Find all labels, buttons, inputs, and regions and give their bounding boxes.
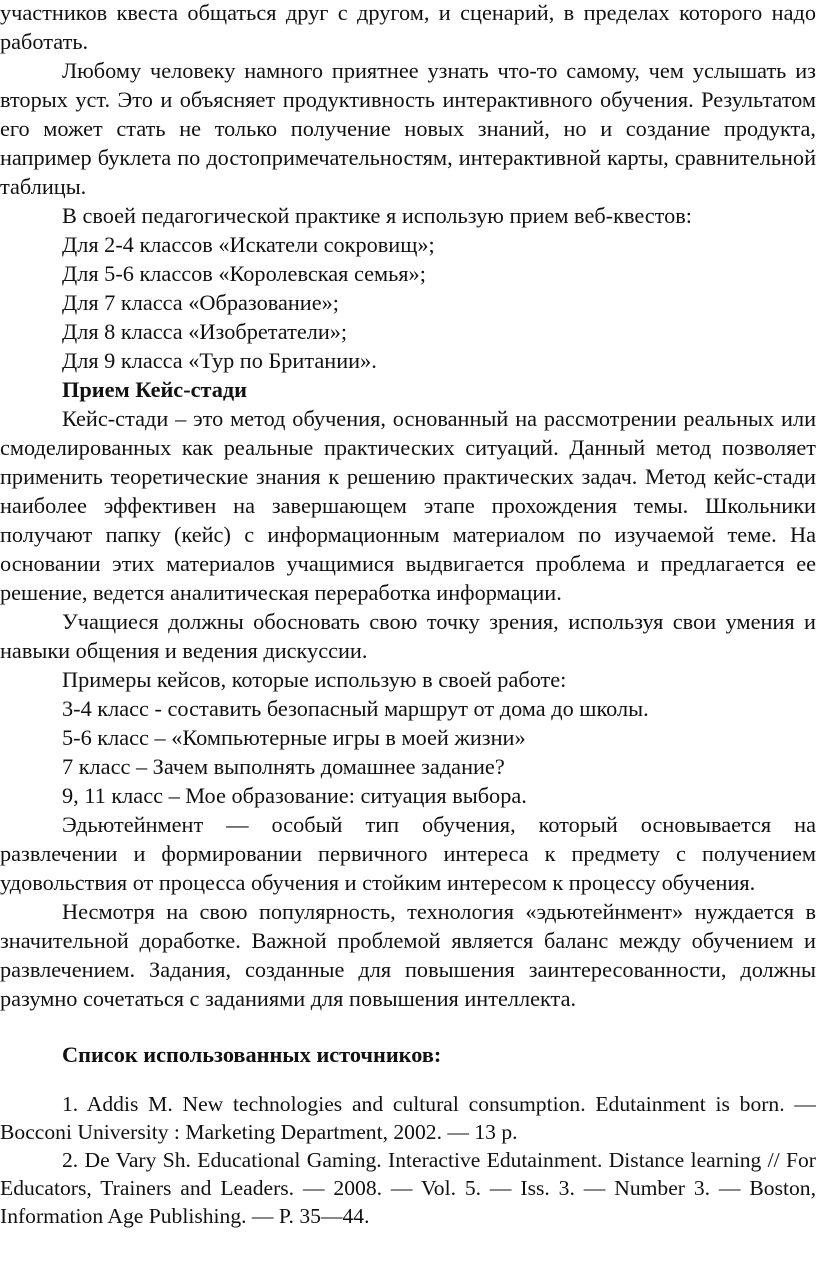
paragraph-intro-continuation: участников квеста общаться друг с другом, и сценарий, в пределах которого надо работать. — [0, 0, 816, 54]
references-list — [0, 1090, 816, 1230]
list-item: Для 8 класса «Изобретатели»; — [62, 319, 348, 344]
list-item: 7 класс – Зачем выполнять домашнее задание? — [62, 754, 505, 779]
paragraph-edutainment-definition: Эдьютейнмент — особый тип обучения, который основывается на развлечении и формировании первичного интереса к предмету с получением удовольствия от процесса обучения и стойким интересом к процессу обучения. — [0, 812, 816, 895]
list-item: 9, 11 класс – Мое образование: ситуация выбора. — [62, 783, 527, 808]
paragraph-interactive-learning: Любому человеку намного приятнее узнать что-то самому, чем услышать из вторых уст. Это и объясняет продуктивность интерактивного обучения. Результатом его может стать не только получение новых знаний, но и создание продукта, например буклета по достопримечательностям, интерактивной карты, сравнительной таблицы. — [0, 58, 816, 199]
list-item: Для 7 класса «Образование»; — [62, 290, 339, 315]
sources-heading: Список использованных источников: — [62, 1042, 442, 1067]
reference-item: 1. Addis M. New technologies and cultural consumption. Edutainment is born. — Bocconi University : Marketing Department, 2002. — 13 p. — [0, 1092, 816, 1144]
list-item: Для 5-6 классов «Королевская семья»; — [62, 261, 426, 286]
list-item: Для 9 класса «Тур по Британии». — [62, 348, 377, 373]
webquest-list — [0, 230, 816, 375]
webquest-intro: В своей педагогической практике я использую прием веб-квестов: — [62, 203, 693, 228]
paragraph-case-study-students: Учащиеся должны обосновать свою точку зрения, используя свои умения и навыки общения и ведения дискуссии. — [0, 609, 816, 663]
list-item: 5-6 класс – «Компьютерные игры в моей жизни» — [62, 725, 526, 750]
list-item: 3-4 класс - составить безопасный маршрут от дома до школы. — [62, 696, 649, 721]
cases-list — [0, 694, 816, 810]
list-item: Для 2-4 классов «Искатели сокровищ»; — [62, 232, 435, 257]
case-study-heading: Прием Кейс-стади — [62, 377, 248, 402]
reference-item: 2. De Vary Sh. Educational Gaming. Interactive Edutainment. Distance learning // For Educators, Trainers and Leaders. — 2008. — Vol. 5. — Iss. 3. — Number 3. — Boston, Information Age Publishing. — P. 35—44. — [0, 1148, 816, 1228]
cases-intro: Примеры кейсов, которые использую в своей работе: — [62, 667, 567, 692]
paragraph-case-study-definition: Кейс-стади – это метод обучения, основанный на рассмотрении реальных или смоделированных как реальные практических ситуаций. Данный метод позволяет применить теоретические знания к решению практических задач. Метод кейс-стади наиболее эффективен на завершающем этапе прохождения темы. Школьники получают папку (кейс) с информационным материалом по изучаемой теме. На основании этих материалов учащимися выдвигается проблема и предлагается ее решение, ведется аналитическая переработка информации. — [0, 406, 816, 605]
paragraph-edutainment-balance: Несмотря на свою популярность, технология «эдьютейнмент» нуждается в значительной доработке. Важной проблемой является баланс между обучением и развлечением. Задания, созданные для повышения заинтересованности, должны разумно сочетаться с заданиями для повышения интеллекта. — [0, 899, 816, 1011]
